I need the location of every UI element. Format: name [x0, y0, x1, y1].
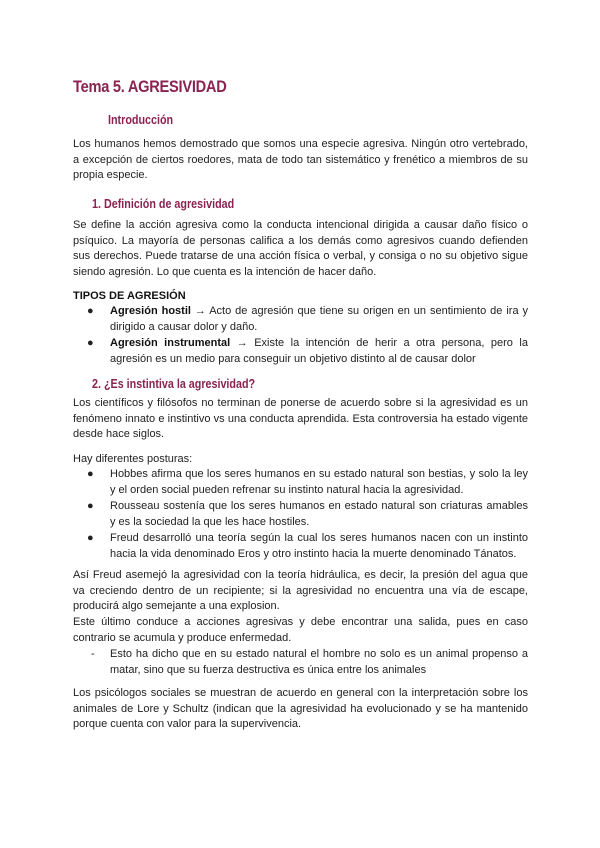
- list-item: [73, 336, 528, 367]
- type-term: Agresión hostil: [110, 305, 191, 317]
- bullet-icon: ●: [87, 532, 94, 544]
- types-label: TIPOS DE AGRESIÓN: [73, 290, 186, 302]
- list-item: [73, 304, 528, 335]
- section2-paragraph-4: Los psicólogos sociales se muestran de acuerdo en general con la interpretación sobre los animales de Lore y Schultz (indican que la agresividad ha evolucionado y se ha mantenido porque cuenta con valor para la supervivencia.: [73, 687, 528, 730]
- section2-heading: 2. ¿Es instintiva la agresividad?: [92, 377, 256, 391]
- dash-item-text: Esto ha dicho que en su estado natural el hombre no solo es un animal propenso a matar, sino que su fuerza destructiva es única entre los animales: [110, 648, 528, 676]
- posture-text: Rousseau sostenía que los seres humanos en estado natural son criaturas amables y es la sociedad la que les hace hostiles.: [110, 500, 528, 528]
- posture-text: Hobbes afirma que los seres humanos en su estado natural son bestias, y solo la ley y el orden social pueden refrenar su instinto natural hacia la agresividad.: [110, 468, 528, 496]
- page-title: Tema 5. AGRESIVIDAD: [73, 77, 227, 96]
- intro-paragraph: Los humanos hemos demostrado que somos una especie agresiva. Ningún otro vertebrado, a excepción de ciertos roedores, mata de todo tan sistemático y frenético a miembros de su propia especie.: [73, 138, 528, 181]
- types-list: [73, 304, 528, 368]
- section2-paragraph-3: Este último conduce a acciones agresivas y debe encontrar una salida, pues en caso contrario se acumula y produce enfermedad.: [73, 616, 528, 644]
- type-desc: → Existe la intención de herir a otra persona, pero la agresión es un medio para conseguir un objetivo distinto al de causar dolor: [110, 337, 528, 365]
- section1-paragraph: Se define la acción agresiva como la conducta intencional dirigida a causar daño físico o psíquico. La mayoría de personas califica a los demás como agresivos cuando defienden sus derechos. Puede tratarse de una acción física o verbal, y consiga o no su objetivo sigue siendo agresión. Lo que cuenta es la intención de hacer daño.: [73, 219, 528, 278]
- posture-text: Freud desarrolló una teoría según la cual los seres humanos nacen con un instinto hacia la vida denominado Eros y otro instinto hacia la muerte denominado Tánatos.: [110, 532, 528, 560]
- bullet-icon: ●: [87, 305, 94, 317]
- list-item: [73, 499, 528, 530]
- postures-list: [73, 467, 528, 563]
- postures-label: Hay diferentes posturas:: [73, 453, 193, 465]
- dash-list: [73, 647, 528, 679]
- section2-paragraph-1: Los científicos y filósofos no terminan de ponerse de acuerdo sobre si la agresividad es un fenómeno innato e instintivo vs una conducta aprendida. Esta controversia ha estado vigente desde hace siglos.: [73, 397, 528, 440]
- section2-paragraph-2: Así Freud asemejó la agresividad con la teoría hidráulica, es decir, la presión del agua que va creciendo dentro de un recipiente; si la agresividad no encuentra una vía de escape, producirá algo semejante a una explosion.: [73, 569, 528, 612]
- bullet-icon: ●: [87, 337, 94, 349]
- type-term: Agresión instrumental: [110, 337, 231, 349]
- section1-heading: 1. Definición de agresividad: [92, 197, 235, 211]
- intro-heading: Introducción: [108, 113, 174, 127]
- list-item: [73, 467, 528, 498]
- list-item: [73, 647, 528, 678]
- dash-icon: -: [91, 648, 95, 660]
- bullet-icon: ●: [87, 500, 94, 512]
- list-item: [73, 531, 528, 562]
- type-desc: → Acto de agresión que tiene su origen en un sentimiento de ira y dirigido a causar dolor y daño.: [110, 305, 528, 333]
- bullet-icon: ●: [87, 468, 94, 480]
